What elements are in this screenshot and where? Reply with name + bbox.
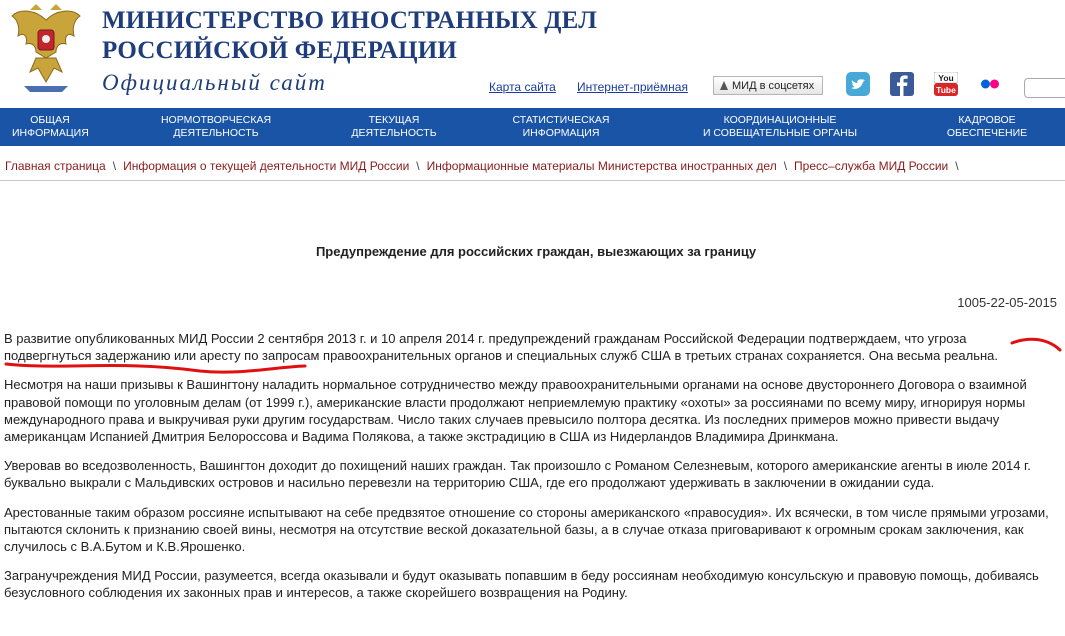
breadcrumb-separator: \	[955, 159, 959, 173]
facebook-icon[interactable]	[890, 72, 914, 96]
breadcrumb-current-activity[interactable]: Информация о текущей деятельности МИД России	[123, 159, 410, 173]
breadcrumb-info-materials[interactable]: Информационные материалы Министерства иностранных дел	[426, 159, 777, 173]
nav-coordination-bodies[interactable]: КООРДИНАЦИОННЫЕ И СОВЕЩАТЕЛЬНЫЕ ОРГАНЫ	[702, 114, 858, 139]
site-title-line1: МИНИСТЕРСТВО ИНОСТРАННЫХ ДЕЛ	[102, 7, 598, 34]
twitter-icon[interactable]	[846, 72, 870, 96]
article-paragraph: В развитие опубликованных МИД России 2 сентября 2013 г. и 10 апреля 2014 г. предупреждений гражданам Российской Федерации подтверждаем, что угроза подвергнуться задержанию или аресту по запросам правоохранительных органов и специальных служб США в третьих странах сохраняется. Она весьма реальна.	[4, 331, 999, 364]
social-networks-button[interactable]	[713, 76, 823, 95]
youtube-icon[interactable]	[934, 72, 958, 96]
coat-of-arms-icon	[10, 2, 82, 94]
breadcrumb-separator: \	[112, 159, 117, 173]
breadcrumb-separator: \	[416, 159, 420, 173]
nav-personnel[interactable]: КАДРОВОЕ ОБЕСПЕЧЕНИЕ	[946, 114, 1028, 139]
breadcrumb-press-service[interactable]: Пресс–служба МИД России	[794, 159, 949, 173]
breadcrumb-home[interactable]: Главная страница	[5, 159, 106, 173]
site-title-line2: РОССИЙСКОЙ ФЕДЕРАЦИИ	[102, 37, 458, 64]
article-paragraph: Несмотря на наши призывы к Вашингтону наладить нормальное сотрудничество между правоохранительными органами на основе двустороннего Договора о взаимной правовой помощи по уголовным делам (от 1999 г.), американские власти продолжают неприемлемую практику «охоты» за россиянами по всему миру, игнорируя нормы международного права и выкручивая руки другим государствам. Число таких случаев превысило полтора десятка. Из последних примеров можно привести выдачу американцам Испанией Дмитрия Белороссова и Вадима Полякова, а также экстрадицию в США из Нидерландов Владимира Дринкмана.	[4, 377, 1027, 445]
nav-lawmaking[interactable]: НОРМОТВОРЧЕСКАЯ ДЕЯТЕЛЬНОСТЬ	[160, 114, 272, 139]
article-body	[4, 330, 1057, 614]
article-paragraph: Уверовав во вседозволенность, Вашингтон доходит до похищений наших граждан. Так произошло с Романом Селезневым, которого американские агенты в июле 2014 г. буквально выкрали с Мальдивских островов и насильно перевезли на территорию США, где его продолжают удерживать в заключении в ожидании суда.	[4, 458, 1031, 491]
svg-text:Tube: Tube	[936, 85, 956, 95]
article-date: 1005-22-05-2015	[957, 295, 1057, 310]
internet-reception-link[interactable]: Интернет-приёмная	[577, 80, 688, 94]
nav-statistics[interactable]: СТАТИСТИЧЕСКАЯ ИНФОРМАЦИЯ	[512, 114, 610, 139]
site-subtitle: Официальный сайт	[102, 70, 327, 95]
social-networks-label: МИД в соцсетях	[732, 80, 815, 92]
svg-text:You: You	[938, 73, 954, 83]
article-title: Предупреждение для российских граждан, выезжающих за границу	[315, 244, 757, 259]
breadcrumb-separator: \	[783, 159, 788, 173]
nav-current-activity[interactable]: ТЕКУЩАЯ ДЕЯТЕЛЬНОСТЬ	[351, 114, 437, 139]
search-input[interactable]	[1024, 78, 1065, 98]
nav-general-info[interactable]: ОБЩАЯ ИНФОРМАЦИЯ	[12, 114, 89, 139]
divider	[0, 180, 1065, 181]
site-header	[0, 0, 1065, 108]
mid-logo-icon	[720, 81, 728, 90]
main-navigation	[0, 108, 1065, 146]
article-paragraph: Арестованные таким образом россияне испытывают на себе предвзятое отношение со стороны американского «правосудия». Их всячески, в том числе прямыми угрозами, пытаются склонить к признанию своей вины, несмотря на отсутствие веской доказательной базы, а в случае отказа приговаривают к огромным срокам заключения, как случилось с В.А.Бутом и К.В.Ярошенко.	[4, 504, 1049, 555]
flickr-icon[interactable]	[978, 72, 1002, 96]
article-paragraph: Загранучреждения МИД России, разумеется, всегда оказывали и будут оказывать попавшим в беду россиянам необходимую консульскую и правовую помощь, добиваясь безусловного соблюдения их законных прав и интересов, а также скорейшего возвращения на Родину.	[4, 568, 1039, 601]
breadcrumb	[5, 159, 966, 173]
sitemap-link[interactable]: Карта сайта	[489, 80, 556, 94]
